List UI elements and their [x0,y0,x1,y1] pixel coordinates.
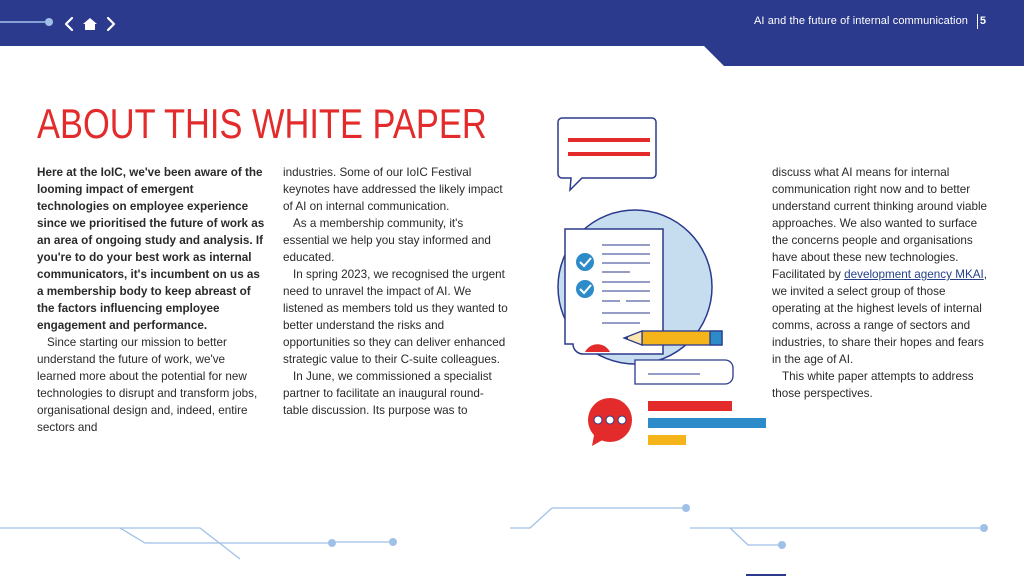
mkai-link[interactable]: development agency MKAI [844,268,984,281]
home-button[interactable] [80,13,100,35]
paragraph-text: , we invited a select group of those operating at the highest levels of internal comms, across a range of sectors and industries, to share their hopes and fears in the age of AI. [772,268,988,366]
page-number: 5 [979,15,986,27]
paragraph: industries. Some of our IoIC Festival keynotes have addressed the likely impact of AI on internal communication. [283,166,503,213]
paragraph: Since starting our mission to better understand the future of work, we've learned more about the potential for new technologies to disrupt and transform jobs, organisational design and, indeed, entire sectors and [37,336,258,434]
page-divider [977,14,978,29]
back-button[interactable] [60,13,80,35]
forward-button[interactable] [100,13,120,35]
illustration [540,112,780,452]
speech-bubble-icon [558,118,656,190]
blue-bar [648,418,766,428]
paragraph-text: discuss what AI means for internal communication right now and to better understand current thinking around viable approaches. We also wanted to surface the concerns people and organisations have about these new technologies. Facilitated by [772,166,988,281]
paragraph [772,164,994,368]
home-icon [80,13,100,35]
yellow-bar [648,435,686,445]
header-bar [0,0,1024,66]
text-column-3 [772,164,994,402]
chevron-left-icon [60,13,80,35]
header-background [0,0,1024,66]
lead-paragraph: Here at the IoIC, we've been aware of the looming impact of emergent technologies on employee experience since we prioritised the future of work as an area of ongoing study and analysis. If you're to do your best work as internal communicators, it's incumbent on us as a membership body to keep abreast of the factors influencing employee engagement and performance. [37,166,265,332]
chat-dots-icon [588,398,632,446]
text-column-2 [283,164,508,419]
paragraph: In June, we commissioned a specialist partner to facilitate an inaugural round-table discussion. Its purpose was to [283,370,492,417]
decorative-circuit-lines [0,495,1024,576]
paragraph: As a membership community, it's essential we help you stay informed and educated. [283,217,491,264]
page-title: ABOUT THIS WHITE PAPER [37,100,487,147]
paragraph: In spring 2023, we recognised the urgent need to unravel the impact of AI. We listened as members told us they wanted to better understand the risks and opportunities so they can deliver enhanced strategic value to their C-suite colleagues. [283,268,508,366]
chevron-right-icon [100,13,120,35]
red-bar [648,401,732,411]
pencil-icon [624,331,722,345]
text-column-1 [37,164,265,436]
paragraph: This white paper attempts to address those perspectives. [772,370,974,400]
document-title: AI and the future of internal communication [753,15,968,27]
